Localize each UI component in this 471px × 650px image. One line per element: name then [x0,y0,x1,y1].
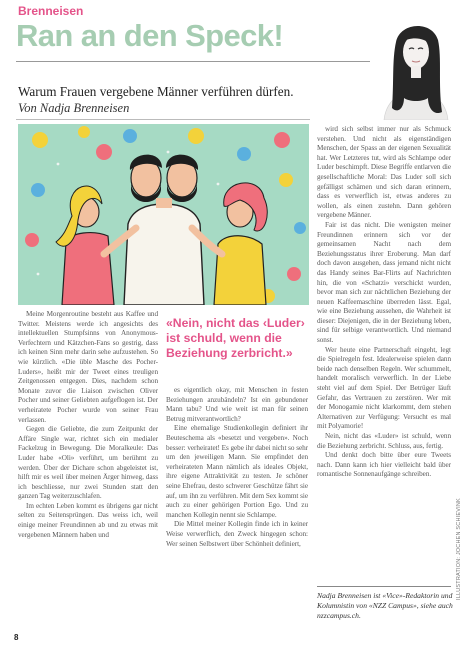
article-deck: Warum Frauen vergebene Männer verführen dürfen. [18,84,294,99]
body-paragraph: Im echten Leben kommt es übrigens gar nicht selten zu Seitensprüngen. Das weiss ich, weil einige meiner Freundinnen ab und zu etwas mit vergebenen Männern haben und [18,501,158,539]
illustration-credit: ILLUSTRATION: JOCHEN SCHIEVINK [456,498,462,600]
body-paragraph: Fair ist das nicht. Die wenigsten meiner Freundinnen erinnern sich vor der gemeinsamen Nacht nach dem Beziehungsstatus ihrer Eroberung. Man darf doch davon ausgehen, dass jemand nicht nicht das Handy seines Bar-Flirts auf Nachrichten hin, die von «Schatzi» verschickt wurden, bevor man sich zur nächtlichen Beziehung der neuen Kaffeemaschine überreden lässt. Egal, wie eine Beziehung aussehen, die Wahrheit ist dieser: Diejenigen, die in der Beziehung leben, sind für selbige verantwortlich. Und niemand sonst. [317,220,451,345]
author-portrait [372,12,460,120]
body-paragraph: Gegen die Geliebte, die zum Zeitpunkt der Affäre Single war, richtet sich ein medialer Fackelzug in Bewegung. Die Moralkeule: Das Luder habe «Oli» verführt, um berühmt zu werden. Über der Dichare schon abgeleistet ist, hilft mir es weil über meinen Ärger hinweg, dass ich beschliesse, nur zwei Stunden statt den ganzen Tag weiterzuschlafen. [18,425,158,501]
pull-quote: «Nein, nicht das ‹Luder› ist schuld, wenn die Beziehung zerbricht.» [166,316,305,360]
bio-divider [317,586,451,587]
section-kicker: Brenneisen [18,4,84,18]
article-column-2 [166,386,308,628]
body-paragraph: Eine ehemalige Studienkollegin definiert ihr Beuteschema als «besetzt und vergeben». Noch besser: verheiratet! Es gebe ihr dabei nicht so sehr um den jeweiligen Mann. Sie empfindet den verheirateten Mann nämlich als ideales Objekt, ihre eigene Attraktivität zu testen. Je schöner seine Ehefrau, desto schwerer Geschütze fährt sie auf, um ihn zu verführen. Mit dem Sex kommt sie auch zu einer gehörigen Portion Ego. Und zu manchen Kollegin nennt sie Schlampe. [166,424,308,519]
body-paragraph: Wer heute eine Partnerschaft eingeht, legt die Spielregeln fest. Idealerweise spielen dann beide nach denselben Regeln. Wer schummelt, handelt moralisch verwerflich. In der Liebe steht viel auf dem Spiel. Der Betrüger läuft Gefahr, das Vertrauen zu zerstören. Wer mit der Monogamie nicht klarkommt, dem stehen Alternativen zur Verfügung: Versucht es mal mit Polyamorie! [317,345,451,431]
author-bio: Nadja Brenneisen ist «Vice»-Redaktorin und Kolumnistin von «NZZ Campus», siehe auch nzzcampus.ch. [317,591,453,620]
body-paragraph: es eigentlich okay, mit Menschen in festen Beziehungen anzubändeln? Ist ein gebundener Mann tabu? Und wie weit ist man für seinen Betrug mitverantwortlich? [166,386,308,423]
body-paragraph: wird sich selbst immer nur als Schmuck verstehen. Und nicht als eigenständigen Menschen, der Spass an der eigenen Sexualität hat. Wer Letzteres tut, wird als Schlampe oder Luder beschimpft. Diese Begriffe entlarven die gesellschaftliche Moral: Das Luder soll sich gefälligst schämen und sich daran erinnern, dass es verwerflich ist, etwas anderes zu wollen, als einen zustehn. Dann gehören vergebene Männer. [317,125,451,220]
body-paragraph: Die Mittel meiner Kollegin finde ich in keiner Weise verwerflich, den Zweck hingegen schon: Wer seinen Selbstwert über Schönheit definiert, [166,520,308,548]
article-column-1 [18,310,158,628]
article-byline: Von Nadja Brenneisen [18,101,130,115]
page-number: 8 [14,633,19,642]
byline-divider [16,119,310,120]
body-paragraph: Und denkt doch bitte über eure Tweets nach. Dann kann ich hier vielleicht bald über romantische Sonnenaufgänge schreiben. [317,451,451,479]
body-paragraph: Nein, nicht das «Luder» ist schuld, wenn die Beziehung zerbricht. Schluss, aus, fertig. [317,432,451,450]
header-divider [16,61,370,62]
article-illustration [18,124,309,305]
body-paragraph: Meine Morgenroutine besteht aus Kaffee und Twitter. Meistens werde ich angesichts des intellektuellen Stumpfsinns von Anonymous-Verfechtern und Kätzchen-Fans so gestrig, dass ich keinen Sinn mehr darin sehe aufzustehen. So wie kürzlich. «Die üble Masche des Pocher-Luders», heißt mir der Tweet eines treuligen Zeitgenossen entgegen. Dies, nachdem schon Monate zuvor die Liaison zwischen Oliver Pocher und seiner Geliebten aufgeflogen ist. Der verheiratete Pocher wurde von seiner Frau verlassen. [18,310,158,424]
article-headline: Ran an den Speck! [16,18,284,53]
article-column-3 [317,125,451,573]
